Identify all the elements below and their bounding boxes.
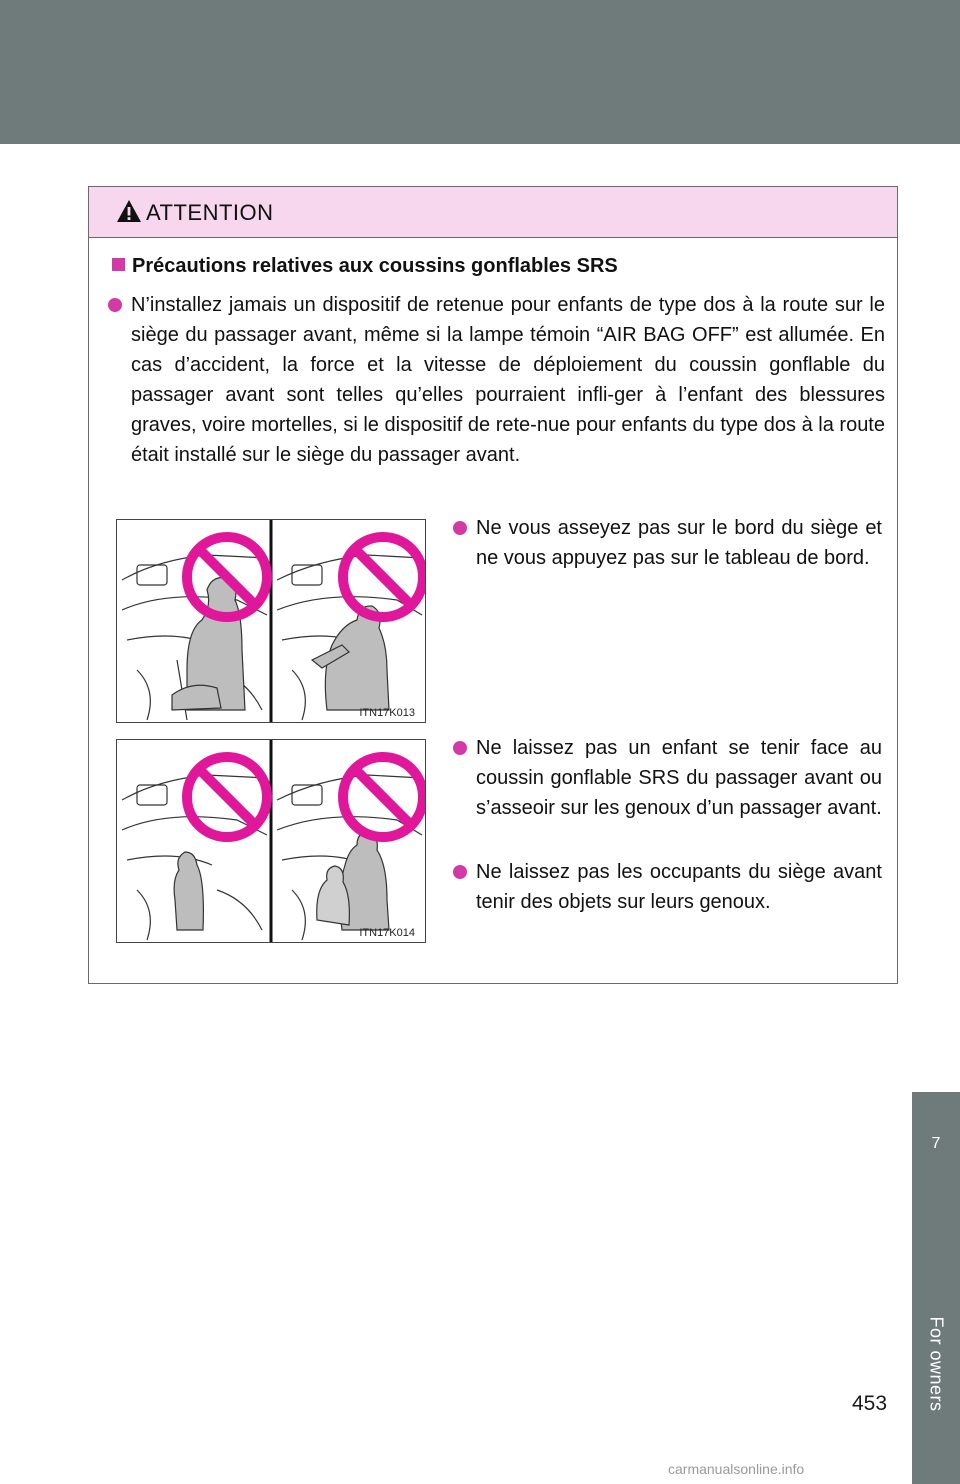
- attention-box: [88, 186, 898, 984]
- prohibition-icon: [343, 537, 423, 617]
- circle-bullet-icon: [453, 741, 467, 755]
- bullet-text: Ne laissez pas les occupants du siège avant tenir des objets sur leurs genoux.: [476, 861, 882, 913]
- circle-bullet-icon: [108, 298, 122, 312]
- illustration-child-airbag: [116, 739, 426, 943]
- watermark: carmanualsonline.info: [668, 1461, 805, 1477]
- bullet-text: N’installez jamais un dispositif de retenue pour enfants de type dos à la route sur le siège du passager avant, même si la lampe témoin “AIR BAG OFF” est allumée. En cas d’accident, la force et la vitesse de déploiement du coussin gonflable du passager avant sont telles qu’elles pourraient infli-ger à l’enfant des blessures graves, voire mortelles, si le dispositif de rete-nue pour enfants du type dos à la route était installé sur le siège du passager avant.: [131, 294, 885, 466]
- top-band: [0, 0, 960, 144]
- section-heading-text: Précautions relatives aux coussins gonflables SRS: [132, 255, 618, 277]
- circle-bullet-icon: [453, 865, 467, 879]
- car-interior-drawing: [117, 520, 425, 722]
- circle-bullet-icon: [453, 521, 467, 535]
- bullet-item: [476, 513, 882, 573]
- chapter-label: For owners: [926, 1316, 947, 1412]
- attention-title: ATTENTION: [146, 200, 274, 225]
- car-interior-drawing: [117, 740, 425, 942]
- chapter-number: 7: [931, 1135, 941, 1152]
- illustration-code: ITN17K013: [359, 707, 415, 719]
- square-bullet-icon: [112, 258, 125, 271]
- page-number: 453: [852, 1392, 888, 1415]
- prohibition-icon: [187, 757, 267, 837]
- attention-header: [89, 187, 897, 238]
- bullet-text: Ne laissez pas un enfant se tenir face au coussin gonflable SRS du passager avant ou s’asseoir sur les genoux d’un passager avant.: [476, 737, 882, 819]
- bullet-item: [131, 290, 885, 470]
- illustration-code: ITN17K014: [359, 927, 415, 939]
- bullet-item: [476, 733, 882, 823]
- bullet-text: Ne vous asseyez pas sur le bord du siège et ne vous appuyez pas sur le tableau de bord.: [476, 517, 882, 569]
- section-heading: [112, 255, 618, 278]
- warning-icon: [116, 199, 142, 223]
- prohibition-icon: [343, 757, 423, 837]
- bullet-item: [476, 857, 882, 917]
- illustration-edge-of-seat: [116, 519, 426, 723]
- chapter-side-tab[interactable]: [912, 1092, 960, 1484]
